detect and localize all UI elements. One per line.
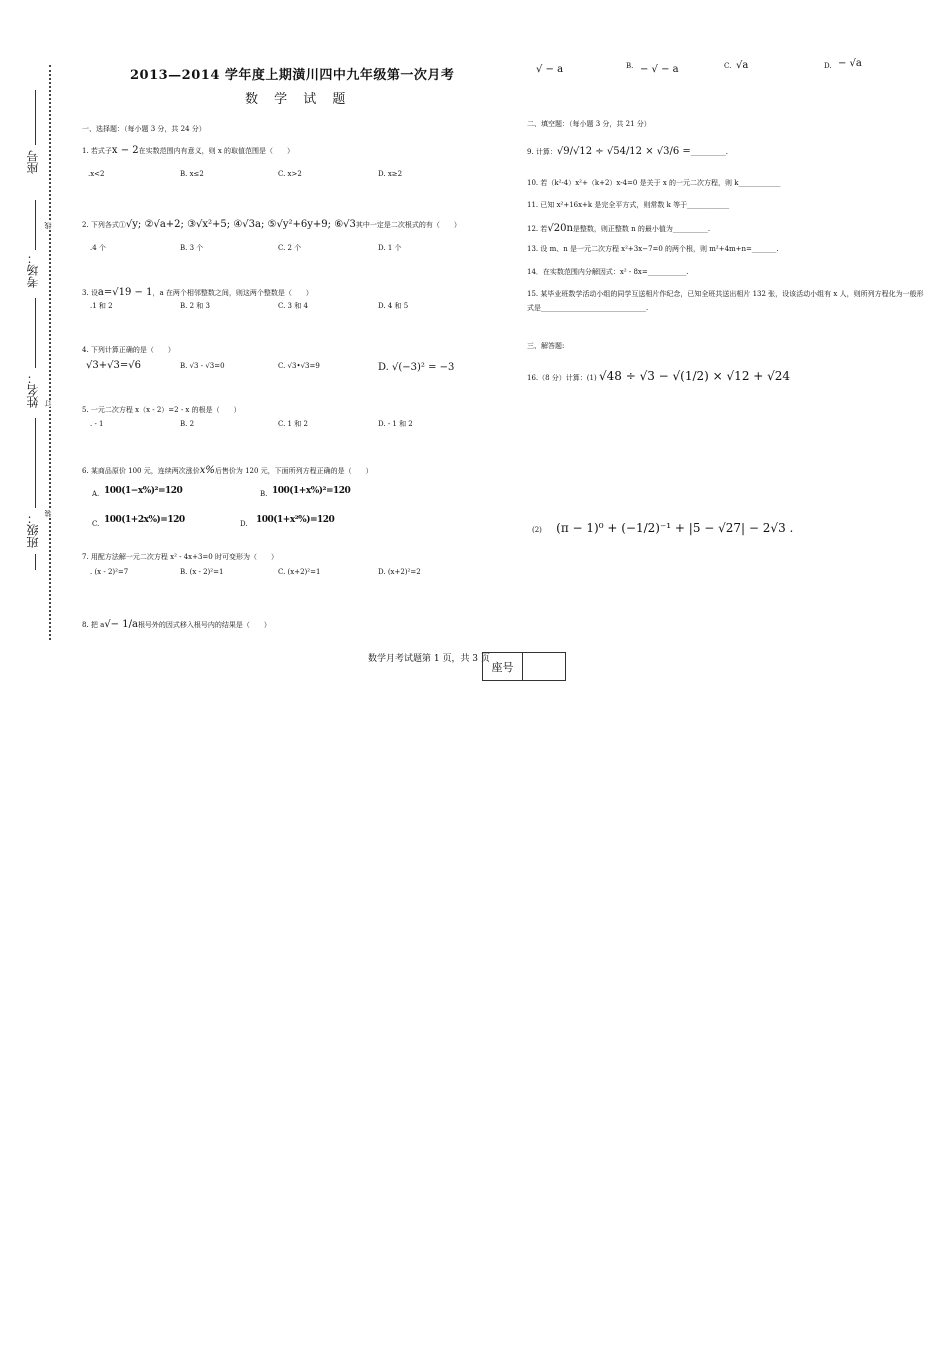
q16-part2 (532, 521, 794, 535)
q6-stem (82, 466, 373, 476)
q4-option-d: D. √(−3)² = −3 (378, 362, 455, 373)
q4-stem: 4. 下列计算正确的是（ ） (82, 346, 175, 354)
q10-stem: 10. 若（k²-4）x²+（k+2）x-4=0 是关于 x 的一元二次方程，则 k____________ (527, 179, 781, 187)
q8-option-d-label: D. (824, 62, 832, 70)
q5-option-a: . - 1 (90, 420, 104, 428)
margin-label-zuohao: 座号 (26, 150, 40, 174)
q7-option-b: B. (x - 2)²=1 (180, 568, 224, 576)
q9-expression: √9/√12 ÷ √54/12 × √3/6 = (556, 146, 691, 157)
q6-option-a: 100(1−x%)²=120 (104, 486, 183, 496)
q12-expression: √20n (547, 223, 573, 234)
q4-option-a: √3+√3=√6 (86, 360, 141, 371)
q1-option-b: B. x≤2 (180, 170, 204, 178)
q8-option-d: − √a (838, 58, 862, 69)
q8-option-c: √a (736, 60, 749, 71)
q1-stem (82, 146, 294, 156)
seat-number-field[interactable] (523, 653, 565, 680)
section-solve-heading: 三、解答题: (527, 342, 565, 350)
q16b-pre: (2) (532, 526, 542, 534)
margin-line (35, 418, 36, 508)
q6-option-c: 100(1+2x%)=120 (104, 515, 185, 525)
q16-part1 (527, 369, 791, 383)
margin-label-xingming: 姓名： (26, 372, 40, 408)
q12-post: 是整数，则正整数 n 的最小值为__________. (572, 225, 711, 233)
q3-pre: 3. 设 (82, 289, 98, 297)
q3-post: ，a 在两个相邻整数之间，则这两个整数是（ ） (152, 289, 313, 297)
q8-pre: 8. 把 a (82, 621, 105, 629)
q15-stem-line2: 式是______________________________. (527, 304, 649, 312)
q7-stem: 7. 用配方法解一元二次方程 x² - 4x+3=0 时可变形为（ ） (82, 553, 278, 561)
margin-line (35, 298, 36, 368)
q5-option-d: D. - 1 和 2 (378, 420, 413, 428)
margin-label-banji: 班级： (26, 512, 40, 548)
q9-stem (527, 147, 728, 157)
q6-option-a-label: A. (92, 490, 100, 498)
q2-option-c: C. 2 个 (278, 244, 302, 252)
q8-option-b-label: B. (626, 62, 634, 70)
q4-option-b: B. √3 - √3=0 (180, 362, 225, 370)
page-footer: 数学月考试题第 1 页，共 3 页 (368, 654, 490, 664)
seat-number-box (482, 652, 566, 681)
exam-title: 2013—2014 学年度上期潢川四中九年级第一次月考 (130, 68, 455, 83)
q11-stem: 11. 已知 x²+16x+k 是完全平方式，则常数 k 等于____________ (527, 201, 730, 209)
q2-pre: 2. 下列各式① (82, 221, 126, 229)
q2-stem (82, 220, 461, 230)
q4-option-c: C. √3•√3=9 (278, 362, 320, 370)
q5-option-b: B. 2 (180, 420, 195, 428)
binding-mark-ding: 订 (44, 400, 52, 407)
q8-expression: √− 1/a (104, 619, 138, 630)
q2-option-b: B. 3 个 (180, 244, 204, 252)
q3-option-c: C. 3 和 4 (278, 302, 308, 310)
q6-option-b: 100(1+x%)²=120 (272, 486, 351, 496)
q15-stem-line1: 15. 某毕业班数学活动小组的同学互送相片作纪念，已知全班共送出相片 132 张，设该活动小组有 x 人，则所列方程化为一般形 (527, 290, 924, 298)
q8-option-c-label: C. (724, 62, 732, 70)
q8-stem (82, 620, 271, 630)
q1-option-d: D. x≥2 (378, 170, 403, 178)
margin-line (35, 554, 36, 570)
q1-post: 在实数范围内有意义，则 x 的取值范围是（ ） (138, 147, 295, 155)
q7-option-d: D. (x+2)²=2 (378, 568, 421, 576)
q3-stem (82, 288, 313, 298)
q8-post: 根号外的因式移入根号内的结果是（ ） (137, 621, 271, 629)
q8-option-b: − √ − a (640, 64, 679, 75)
q2-expression: √y; ②√a+2; ③√x²+5; ④√3a; ⑤√y²+6y+9; ⑥√3 (125, 219, 356, 230)
q7-option-c: C. (x+2)²=1 (278, 568, 321, 576)
q12-stem (527, 224, 710, 234)
q13-stem: 13. 设 m、n 是一元二次方程 x²+3x−7=0 的两个根，则 m²+4m+n=_______. (527, 245, 779, 253)
q1-pre: 1. 若式子 (82, 147, 112, 155)
q6-option-d: 100(1+x²%)=120 (256, 515, 335, 525)
exam-subtitle: 数 学 试 题 (245, 92, 352, 107)
q1-expression: x − 2 (111, 145, 139, 156)
q2-post: 其中一定是二次根式的有（ ） (355, 221, 461, 229)
q6-post: 后售价为 120 元，下面所列方程正确的是（ ） (214, 467, 373, 475)
binding-dotted-line (49, 65, 51, 640)
q14-stem: 14．在实数范围内分解因式：x² - 8x=___________. (527, 268, 689, 276)
section-choice-heading: 一、选择题：（每小题 3 分，共 24 分） (82, 125, 206, 133)
q3-expression: a=√19 − 1 (97, 287, 153, 298)
section-fill-heading: 二、填空题：（每小题 3 分，共 21 分） (527, 120, 651, 128)
q12-pre: 12. 若 (527, 225, 548, 233)
q7-option-a: . (x - 2)²=7 (90, 568, 129, 576)
q2-option-a: .4 个 (90, 244, 106, 252)
q6-option-b-label: B. (260, 490, 268, 498)
q2-option-d: D. 1 个 (378, 244, 402, 252)
margin-label-kaochang: 考场： (26, 252, 40, 288)
q6-option-d-label: D. (240, 520, 248, 528)
seat-number-label: 座号 (483, 653, 523, 680)
q3-option-a: .1 和 2 (90, 302, 113, 310)
q9-blank: __________. (690, 148, 729, 156)
q16-pre: 16.（8 分）计算：(1) (527, 374, 597, 382)
margin-line (35, 90, 36, 145)
q5-stem: 5. 一元二次方程 x（x - 2）=2 - x 的根是（ ） (82, 406, 241, 414)
q1-option-a: .x<2 (88, 170, 105, 178)
q3-option-b: B. 2 和 3 (180, 302, 210, 310)
q8-option-a: √ − a (536, 64, 564, 75)
q6-expression: x% (199, 465, 215, 476)
q1-option-c: C. x>2 (278, 170, 302, 178)
binding-mark-xian: 线 (44, 222, 52, 229)
q6-pre: 6. 某商品原价 100 元，连续两次涨价 (82, 467, 200, 475)
binding-mark-zhuang: 装 (44, 510, 52, 517)
q3-option-d: D. 4 和 5 (378, 302, 409, 310)
margin-line (35, 200, 36, 250)
q16b-expression: (π − 1)⁰ + (−1/2)⁻¹ + |5 − √27| − 2√3 . (556, 521, 794, 535)
q9-pre: 9. 计算： (527, 148, 557, 156)
q16-expression: √48 ÷ √3 − √(1/2) × √12 + √24 (598, 369, 791, 383)
q6-option-c-label: C. (92, 520, 100, 528)
q5-option-c: C. 1 和 2 (278, 420, 308, 428)
